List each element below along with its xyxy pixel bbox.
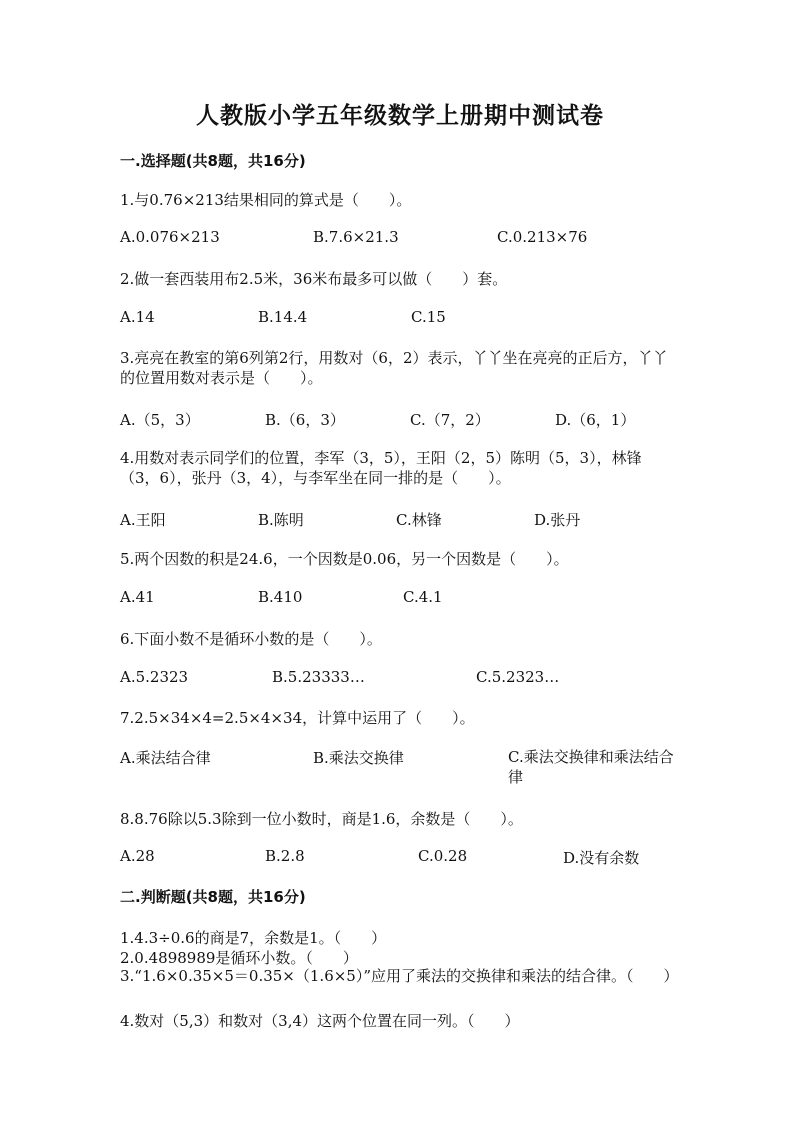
question-1-option-a: A.0.076×213 [120,228,220,246]
question-4: 4.用数对表示同学们的位置，李军（3，5），王阳（2，5）陈明（5，3），林锋（3，6），张丹（3，4），与李军坐在同一排的是（ ）。 [120,449,642,487]
question-3: 3.亮亮在教室的第6列第2行，用数对（6，2）表示，丫丫坐在亮亮的正后方，丫丫的位置用数对表示是（ ）。 [120,349,668,387]
question-8-option-c: C.0.28 [418,847,468,865]
question-6: 6.下面小数不是循环小数的是（ ）。 [120,630,382,648]
judgment-item-3: 3.“1.6×0.35×5＝0.35×（1.6×5）”应用了乘法的交换律和乘法的结合律。（ ） [120,967,679,985]
question-5: 5.两个因数的积是24.6，一个因数是0.06，另一个因数是（ ）。 [120,550,569,568]
question-7-option-b: B.乘法交换律 [313,749,404,767]
question-1: 1.与0.76×213结果相同的算式是（ ）。 [120,191,412,209]
question-4-option-a: A.王阳 [120,511,166,529]
question-6-option-a: A.5.2323 [120,668,189,686]
question-4-option-c: C.林锋 [396,511,442,529]
question-8: 8.8.76除以5.3除到一位小数时，商是1.6，余数是（ ）。 [120,810,523,828]
question-5-option-c: C.4.1 [403,588,443,606]
question-3-option-b: B.（6，3） [265,411,345,429]
question-6-option-c: C.5.2323… [476,668,560,686]
question-2: 2.做一套西装用布2.5米，36米布最多可以做（ ）套。 [120,270,508,288]
page-title: 人教版小学五年级数学上册期中测试卷 [196,102,604,129]
question-7: 7.2.5×34×4=2.5×4×34，计算中运用了（ ）。 [120,709,475,727]
question-4-option-b: B.陈明 [258,511,304,529]
question-3-option-a: A.（5，3） [120,411,200,429]
judgment-item-4: 4.数对（5,3）和数对（3,4）这两个位置在同一列。（ ） [120,1012,520,1030]
question-5-option-a: A.41 [120,588,155,606]
question-3-option-d: D.（6，1） [555,411,636,429]
judgment-item-2: 2.0.4898989是循环小数。（ ） [120,949,358,967]
question-3-option-c: C.（7，2） [410,411,490,429]
section-heading-judgment: 二.判断题(共8题，共16分) [120,888,306,906]
question-4-option-d: D.张丹 [534,511,581,529]
section-heading-choice: 一.选择题(共8题，共16分) [120,152,306,170]
question-8-option-a: A.28 [120,847,155,865]
question-6-option-b: B.5.23333… [272,668,365,686]
question-2-option-b: B.14.4 [258,308,308,326]
question-8-option-d: D.没有余数 [563,849,640,867]
question-1-option-c: C.0.213×76 [497,228,588,246]
judgment-item-1: 1.4.3÷0.6的商是7，余数是1。（ ） [120,929,387,947]
question-8-option-b: B.2.8 [265,847,305,865]
question-2-option-c: C.15 [411,308,446,326]
question-1-option-b: B.7.6×21.3 [313,228,399,246]
question-5-option-b: B.410 [258,588,303,606]
question-7-option-c: C.乘法交换律和乘法结合律 [508,748,674,786]
question-2-option-a: A.14 [120,308,155,326]
question-7-option-a: A.乘法结合律 [120,749,211,767]
